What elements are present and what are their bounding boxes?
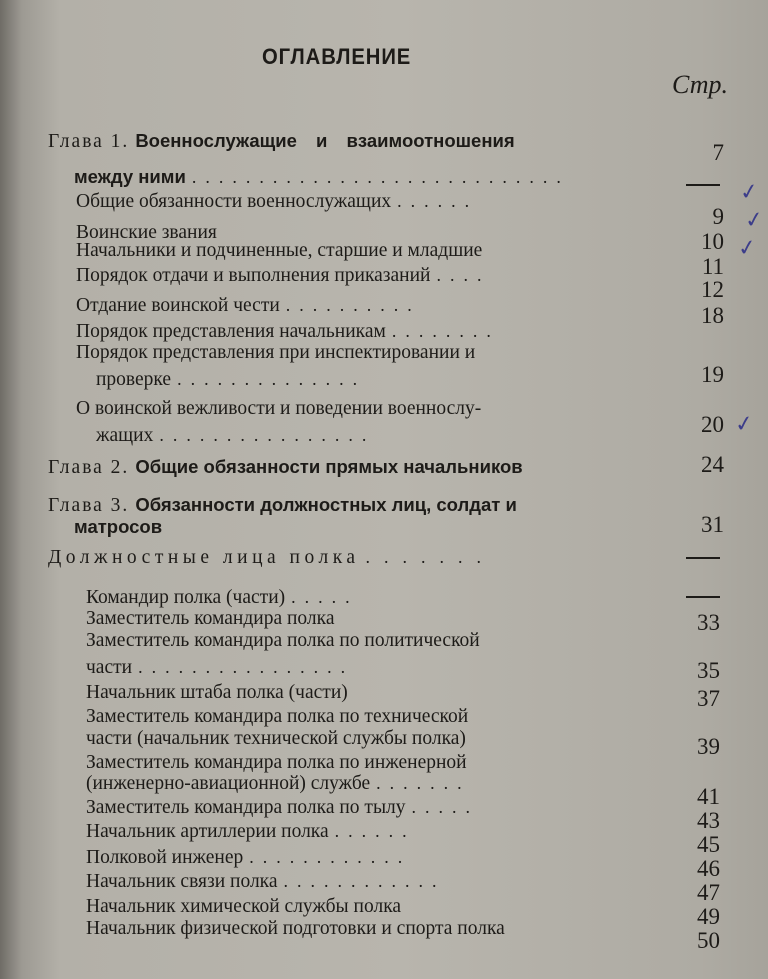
handwritten-check-icon: ✓ [733,410,756,439]
toc-item [86,752,467,774]
chapter-1-page: 7 [712,140,724,165]
toc-item-cont [86,772,471,795]
chapter-title: Военнослужащие и взаимоотношения [135,130,515,151]
entry-text: части (начальник технической службы полка) [86,728,466,749]
entry-text: Порядок отдачи и выполнения приказаний [76,265,431,286]
chapter-1-heading [48,130,515,153]
toc-item [86,682,348,704]
chapter-label: Глава 3. [48,495,130,516]
toc-item-page: 33 [697,610,720,635]
leader-dots: ................ [138,657,355,677]
toc-item-cont [96,368,366,391]
chapter-title-cont: матросов [74,516,163,537]
leader-dots: ........ [391,321,500,341]
leader-dots: ............ [283,871,446,891]
toc-item [76,294,421,317]
page-dash [686,596,720,598]
entry-text: Начальник физической подготовки и спорта полка [86,918,505,939]
entry-text: Общие обязанности военнослужащих [76,191,392,212]
toc-item [86,846,411,869]
chapter-2-heading [48,456,523,479]
toc-item-page: 20 [701,412,724,437]
chapter-title: Обязанности должностных лиц, солдат и [135,494,517,515]
chapter-2-page: 24 [701,452,724,477]
toc-item [76,320,500,343]
toc-item [86,796,479,819]
toc-item [76,342,475,364]
toc-item-page: 18 [701,303,724,328]
entry-text: Воинские звания [76,222,217,243]
chapter-1-heading-cont [74,166,570,188]
toc-item-page: 10 [701,229,724,254]
entry-text: О воинской вежливости и поведении военнослу- [76,398,482,419]
page-title: ОГЛАВЛЕНИЕ [262,44,412,69]
entry-text: Отдание воинской чести [76,295,280,316]
entry-text: Заместитель командира полка по политической [86,630,480,651]
chapter-3-page: 31 [701,512,724,537]
toc-item-page: 9 [712,204,724,229]
leader-dots: ............................ [191,167,570,187]
toc-item [86,918,505,940]
entry-text: Порядок представления при инспектировании и [76,342,476,363]
chapter-label: Глава 2. [48,457,130,478]
toc-item [76,398,481,420]
toc-item-page: 45 [697,832,720,857]
chapter-3-heading-cont [74,516,162,538]
leader-dots: ............ [249,847,412,867]
entry-text: жащих [96,425,154,446]
toc-item-page: 19 [701,362,724,387]
section-title: Должностные лица полка [48,547,360,568]
toc-item [76,240,488,262]
entry-text: Начальники и подчиненные, старшие и младшие [76,240,483,261]
leader-dots: .......... [285,295,421,315]
toc-item-page: 37 [697,686,720,711]
leader-dots: ....... [376,773,471,793]
toc-item [86,820,416,843]
leader-dots: ................ [159,425,376,445]
entry-text: Заместитель командира полка по тылу [86,797,406,818]
section-page-dash [686,557,720,559]
toc-item-page: 46 [697,856,720,881]
toc-item-page: 47 [697,880,720,905]
entry-text: Начальник связи полка [86,871,278,892]
toc-item [86,706,468,728]
entry-text: Командир полка (части) [86,587,286,608]
entry-text: Заместитель командира полка [86,608,335,629]
leader-dots: ..... [411,797,480,817]
leader-dots: .............. [177,369,367,389]
entry-text: Начальник штаба полка (части) [86,682,348,703]
toc-item [86,630,480,652]
toc-item [76,190,478,213]
toc-item-page: 50 [697,928,720,953]
page-dash [686,184,720,186]
handwritten-check-icon: ✓ [743,206,766,235]
toc-item-page: 39 [697,734,720,759]
leader-dots: ...... [334,821,416,841]
toc-item-page: 43 [697,808,720,833]
toc-item-page: 41 [697,784,720,809]
toc-item [86,608,334,630]
chapter-title-cont: между ними [74,166,186,187]
toc-item-cont [86,728,466,750]
entry-text: проверке [96,369,172,390]
toc-item-page: 49 [697,904,720,929]
chapter-label: Глава 1. [48,131,130,152]
toc-item [86,586,359,609]
leader-dots: .... [436,265,491,285]
entry-text: Начальник артиллерии полка [86,821,329,842]
entry-text: Заместитель командира полка по инженерной [86,752,467,773]
toc-item-page: 35 [697,658,720,683]
entry-text: Полковой инженер [86,847,244,868]
entry-text: Начальник химической службы полка [86,896,402,917]
entry-text: Заместитель командира полка по технической [86,706,469,727]
leader-dots: ...... [397,191,479,211]
toc-item [86,870,446,893]
handwritten-check-icon: ✓ [736,234,759,263]
toc-item-cont [96,424,375,447]
entry-text: (инженерно-авиационной) службе [86,773,371,794]
toc-item-page: 11 [701,254,724,279]
leader-dots: ..... [291,587,359,607]
handwritten-check-icon: ✓ [738,178,761,207]
page-column-header: Стр. [672,70,728,99]
toc-item [76,264,490,287]
chapter-3-heading [48,494,517,517]
entry-text: Порядок представления начальникам [76,321,386,342]
entry-text: части [86,657,133,678]
toc-item [86,896,401,918]
leader-dots: ....... [365,547,496,567]
chapter-title: Общие обязанности прямых начальников [135,456,523,477]
section-heading [48,546,495,569]
toc-item-page: 12 [701,277,724,302]
toc-item-cont [86,656,354,679]
